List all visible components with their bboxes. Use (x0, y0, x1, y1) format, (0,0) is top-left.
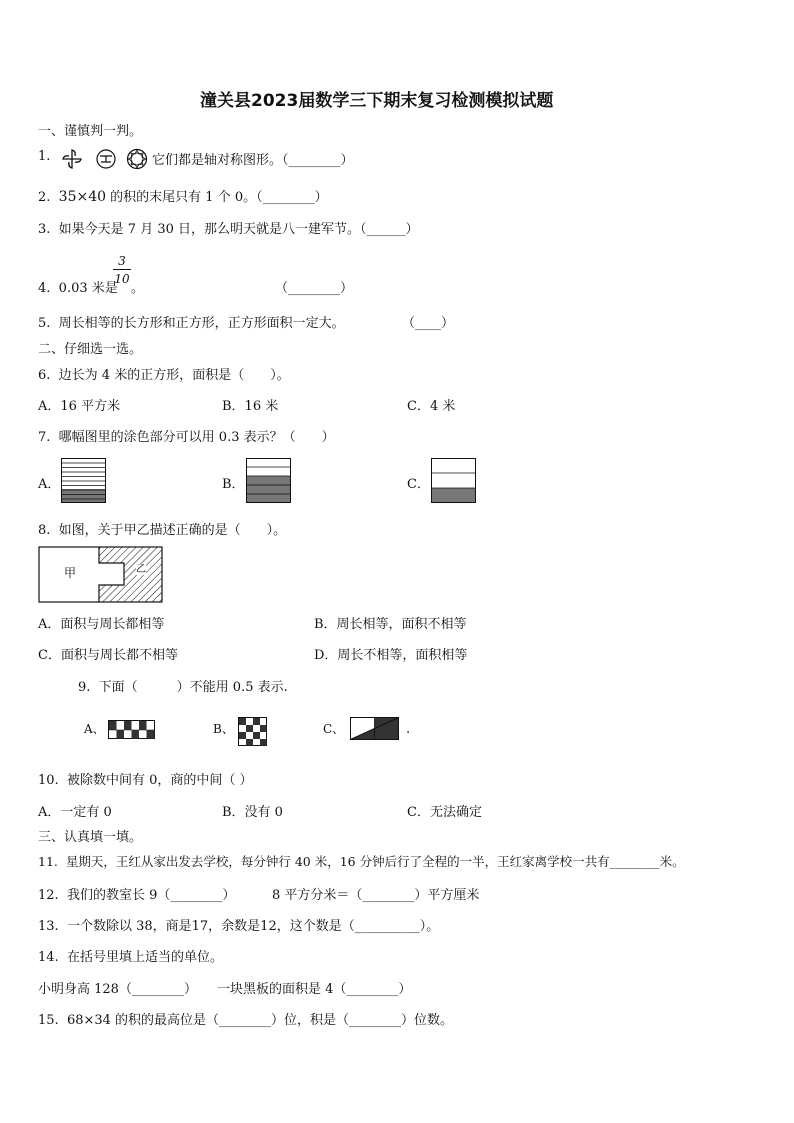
question-6 (38, 364, 290, 383)
question-number: 3. (38, 222, 51, 237)
question-number: 13. (38, 919, 59, 934)
question-9-text: 下面（ ）不能用 0.5 表示. (98, 680, 288, 695)
question-5 (38, 312, 345, 331)
circle-symbol-figure (95, 148, 117, 170)
option-b-figure (246, 458, 292, 504)
question-2 (38, 186, 328, 205)
question-12-part-b: 8 平方分米＝（________）平方厘米 (272, 888, 480, 903)
option-c: C．4 米 (407, 399, 456, 414)
fraction-bar (113, 269, 131, 270)
question-4-paren: （________） (275, 281, 354, 296)
question-3 (38, 218, 419, 237)
question-number: 8. (38, 523, 51, 538)
option-a-grid-figure (108, 720, 156, 740)
section-heading: 一、谨慎判一判。 (38, 124, 143, 139)
question-number: 6. (38, 368, 51, 383)
question-10 (38, 769, 253, 788)
question-14 (38, 946, 223, 965)
option-a: A．一定有 0 (38, 805, 112, 820)
jia-yi-figure (38, 546, 164, 604)
question-15-text: 68×34 的积的最高位是（________）位，积是（________）位数。 (66, 1013, 454, 1028)
question-4-text: 0.03 米是 (58, 281, 118, 296)
question-11 (38, 852, 685, 870)
option-c-figure (431, 458, 477, 504)
label-jia: 甲 (64, 566, 77, 580)
question-10-text: 被除数中间有 0，商的中间（ ） (66, 773, 253, 788)
expression: 35×40 (58, 189, 107, 205)
question-6-text: 边长为 4 米的正方形，面积是（ ）。 (58, 368, 290, 383)
option-a: A． (38, 477, 61, 492)
question-8-text: 如图，关于甲乙描述正确的是（ ）。 (58, 523, 287, 538)
question-12-part-a: 我们的教室长 9（________） (66, 888, 236, 903)
question-11-text: 星期天，王红从家出发去学校，每分钟行 40 米，16 分钟后行了全程的一半，王红家离学校一共有________米。 (65, 854, 685, 869)
question-12 (38, 884, 235, 903)
question-7-text: 哪幅图里的涂色部分可以用 0.3 表示？（ ） (58, 430, 335, 445)
option-b: B、 (213, 722, 234, 736)
question-9 (78, 676, 288, 695)
question-number: 15. (38, 1013, 59, 1028)
flower-circle-figure (126, 148, 148, 170)
page-title: 潼关县2023届数学三下期末复习检测模拟试题 (200, 91, 554, 111)
question-number: 2. (38, 190, 51, 205)
option-a: A、 (84, 722, 105, 736)
question-14-part-b: 一块黑板的面积是 4（________） (217, 982, 412, 997)
pinwheel-figure (61, 148, 83, 170)
question-number: 12. (38, 888, 59, 903)
question-number: 1. (38, 149, 51, 164)
question-number: 10. (38, 773, 59, 788)
option-a: A．面积与周长都相等 (38, 617, 165, 632)
option-d: D．周长不相等，面积相等 (314, 648, 468, 663)
option-b-checker-figure (238, 717, 268, 747)
question-13-text: 一个数除以 38，商是17，余数是12，这个数是（__________）。 (66, 919, 440, 934)
question-4 (38, 277, 118, 296)
section-heading: 二、仔细选一选。 (38, 342, 143, 357)
question-14-text: 在括号里填上适当的单位。 (66, 950, 223, 965)
question-number: 7. (38, 430, 51, 445)
question-8 (38, 519, 286, 538)
option-a: A．16 平方米 (38, 399, 121, 414)
question-number: 9. (78, 680, 91, 695)
label-yi: 乙 (136, 564, 146, 575)
option-c-triangle-figure (350, 717, 400, 741)
question-2-text: 的积的末尾只有 1 个 0。（________） (110, 190, 328, 205)
question-9-end: . (406, 722, 411, 737)
question-7 (38, 426, 335, 445)
section-heading: 三、认真填一填。 (38, 830, 143, 845)
option-b: B．没有 0 (222, 805, 283, 820)
question-number: 11. (38, 854, 58, 869)
option-c: C． (407, 477, 430, 492)
option-c: C．面积与周长都不相等 (38, 648, 178, 663)
question-1 (38, 149, 50, 164)
fraction (113, 254, 131, 286)
option-c: C、 (323, 722, 345, 736)
fraction-numerator: 3 (118, 254, 126, 268)
fraction-denominator: 10 (114, 272, 130, 286)
question-5-paren: （____） (402, 316, 455, 331)
option-c: C．无法确定 (407, 805, 482, 820)
question-number: 4. (38, 281, 51, 296)
question-5-text: 周长相等的长方形和正方形，正方形面积一定大。 (58, 316, 345, 331)
question-4-suffix: 。 (131, 281, 145, 296)
question-14-part-a: 小明身高 128（________） (38, 982, 197, 997)
option-b: B． (222, 477, 245, 492)
question-number: 14. (38, 950, 59, 965)
option-b: B．16 米 (222, 399, 279, 414)
question-13 (38, 915, 439, 934)
question-3-text: 如果今天是 7 月 30 日，那么明天就是八一建军节。（______） (58, 222, 419, 237)
question-15 (38, 1009, 453, 1028)
option-b: B．周长相等，面积不相等 (314, 617, 467, 632)
question-number: 5. (38, 316, 51, 331)
option-a-figure (61, 458, 107, 504)
question-1-text: 它们都是轴对称图形。（________） (152, 153, 354, 168)
